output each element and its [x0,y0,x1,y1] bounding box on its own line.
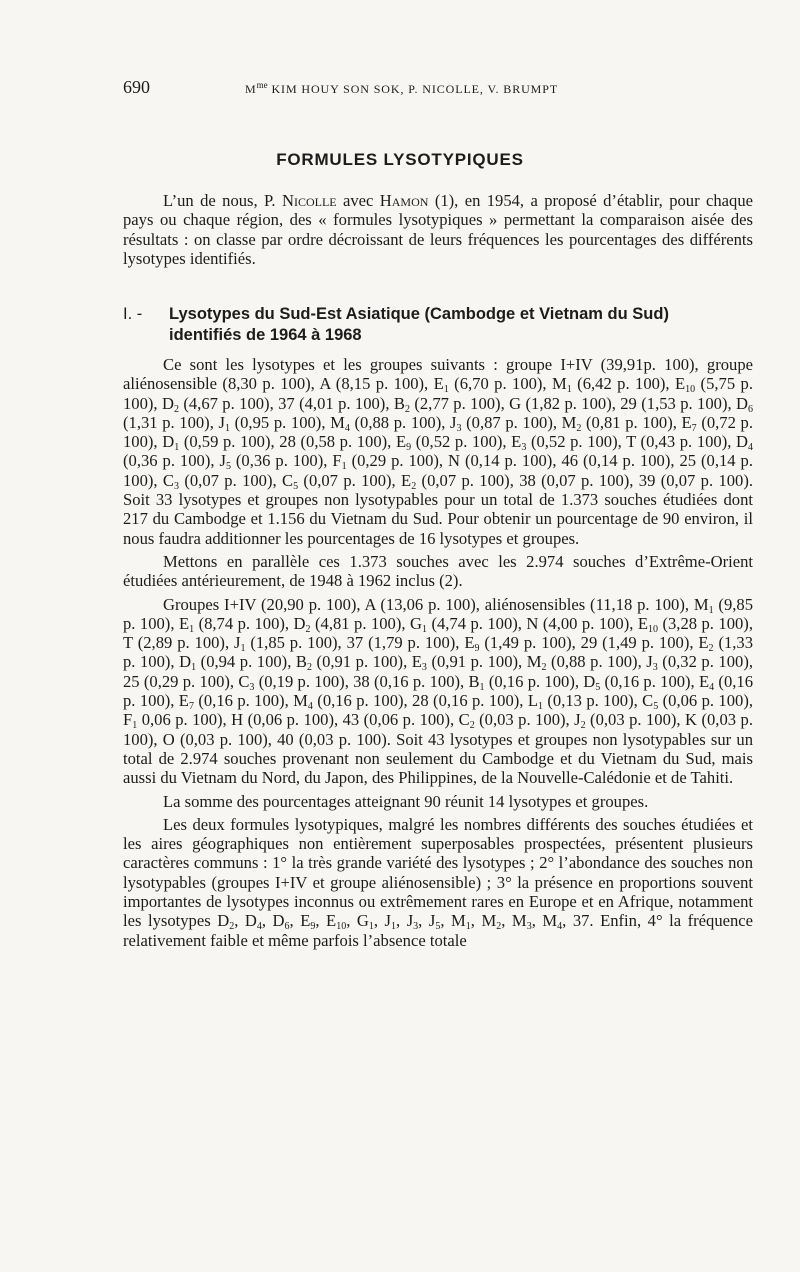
section-title-line1: Lysotypes du Sud-Est Asiatique (Cambodge et Vietnam du Sud) [169,305,669,323]
paragraph-comparison: Mettons en parallèle ces 1.373 souches avec les 2.974 souches d’Extrême-Orient étudiées antérieurement, de 1948 à 1962 inclus (2). [123,551,753,591]
page-title: FORMULES LYSOTYPIQUES [276,150,524,169]
section-body [123,355,753,954]
section-title-line2: identifiés de 1964 à 1968 [169,326,362,344]
paragraph-common-characters: Les deux formules lysotypiques, malgré les nombres différents des souches étudiées et les aires géographiques non entièrement superposables prospectées, présentent plusieurs caractères communs : 1° la très grande variété des lysotypes ; 2° l’abondance des souches non lysotypables (groupes I+IV et groupe aliénosensible) ; 3° la présence en proportions souvent importantes de lysotypes inconnus ou extrêmement rares en Europe et en Afrique, notamment les lysotypes $D_2$, $D_4$, $D_6$, $E_9$, $E_{10}$, $G_1$, $J_1$, $J_3$, $J_5$, $M_1$, $M_2$, $M_3$, $M_4$, 37. Enfin, 4° la fréquence relativement faible et même parfois l’absence totale [123,814,754,950]
paragraph-lysotypes-1964-1968: Ce sont les lysotypes et les groupes suivants : groupe I+IV (39,91p. 100), groupe aliénosensible (8,30 p. 100), A (8,15 p. 100), $E_1$ (6,70 p. 100), $M_1$ (6,42 p. 100), $E_{10}$ (5,75 p. 100), $D_2$ (4,67 p. 100), 37 (4,01 p. 100), $B_2$ (2,77 p. 100), G (1,82 p. 100), 29 (1,53 p. 100), $D_6$ (1,31 p. 100), $J_1$ (0,95 p. 100), $M_4$ (0,88 p. 100), $J_3$ (0,87 p. 100), $M_2$ (0,81 p. 100), $E_7$ (0,72 p. 100), $D_1$ (0,59 p. 100), 28 (0,58 p. 100), $E_9$ (0,52 p. 100), $E_3$ (0,52 p. 100), T (0,43 p. 100), $D_4$ (0,36 p. 100), $J_5$ (0,36 p. 100), $F_1$ (0,29 p. 100), N (0,14 p. 100), 46 (0,14 p. 100), 25 (0,14 p. 100), $C_3$ (0,07 p. 100), $C_5$ (0,07 p. 100), $E_2$ (0,07 p. 100), 38 (0,07 p. 100), 39 (0,07 p. 100). Soit 33 lysotypes et groupes non lysotypables pour un total de 1.373 souches étudiées dont 217 du Cambodge et 1.156 du Vietnam du Sud. Pour obtenir un pourcentage de 90 environ, il nous faudra additionner les pourcentages de 16 lysotypes et groupes. [123,355,754,548]
page-number: 690 [123,77,150,97]
section-heading [123,304,753,346]
running-head-authors: $M^{me}$ KIM HOUY SON SOK, P. NICOLLE, V. BRUMPT [245,80,559,96]
paragraph-lysotypes-1948-1962: Groupes I+IV (20,90 p. 100), A (13,06 p. 100), aliénosensibles (11,18 p. 100), $M_1$ (9,85 p. 100), $E_1$ (8,74 p. 100), $D_2$ (4,81 p. 100), $G_1$ (4,74 p. 100), N (4,00 p. 100), $E_{10}$ (3,28 p. 100), T (2,89 p. 100), $J_1$ (1,85 p. 100), 37 (1,79 p. 100), $E_9$ (1,49 p. 100), 29 (1,49 p. 100), $E_2$ (1,33 p. 100), $D_1$ (0,94 p. 100), $B_2$ (0,91 p. 100), $E_3$ (0,91 p. 100), $M_2$ (0,88 p. 100), $J_3$ (0,32 p. 100), 25 (0,29 p. 100), $C_3$ (0,19 p. 100), 38 (0,16 p. 100), $B_1$ (0,16 p. 100), $D_5$ (0,16 p. 100), $E_4$ (0,16 p. 100), $E_7$ (0,16 p. 100), $M_4$ (0,16 p. 100), 28 (0,16 p. 100), $L_1$ (0,13 p. 100), $C_5$ (0,06 p. 100), $F_1$ 0,06 p. 100), H (0,06 p. 100), 43 (0,06 p. 100), $C_2$ (0,03 p. 100), $J_2$ (0,03 p. 100), K (0,03 p. 100), O (0,03 p. 100), 40 (0,03 p. 100). Soit 43 lysotypes et groupes non lysotypables sur un total de 2.974 souches provenant non seulement du Cambodge et du Vietnam du Sud, mais aussi du Vietnam du Nord, du Japon, des Philippines, de la Nouvelle-Calédonie et de Tahiti. [123,594,754,788]
intro-paragraph: L’un de nous, P. Nicolle avec Hamon (1), en 1954, a proposé d’établir, pour chaque pays ou chaque région, des « formules lysotypiques » permettant la comparaison aisée des résultats : on classe par ordre décroissant de leurs fréquences les pourcentages des différents lysotypes identifiés. [123,191,753,268]
intro-block [123,191,753,278]
section-number: I. - [123,305,143,323]
paragraph-sum: La somme des pourcentages atteignant 90 réunit 14 lysotypes et groupes. [163,791,649,811]
running-head [123,77,753,101]
